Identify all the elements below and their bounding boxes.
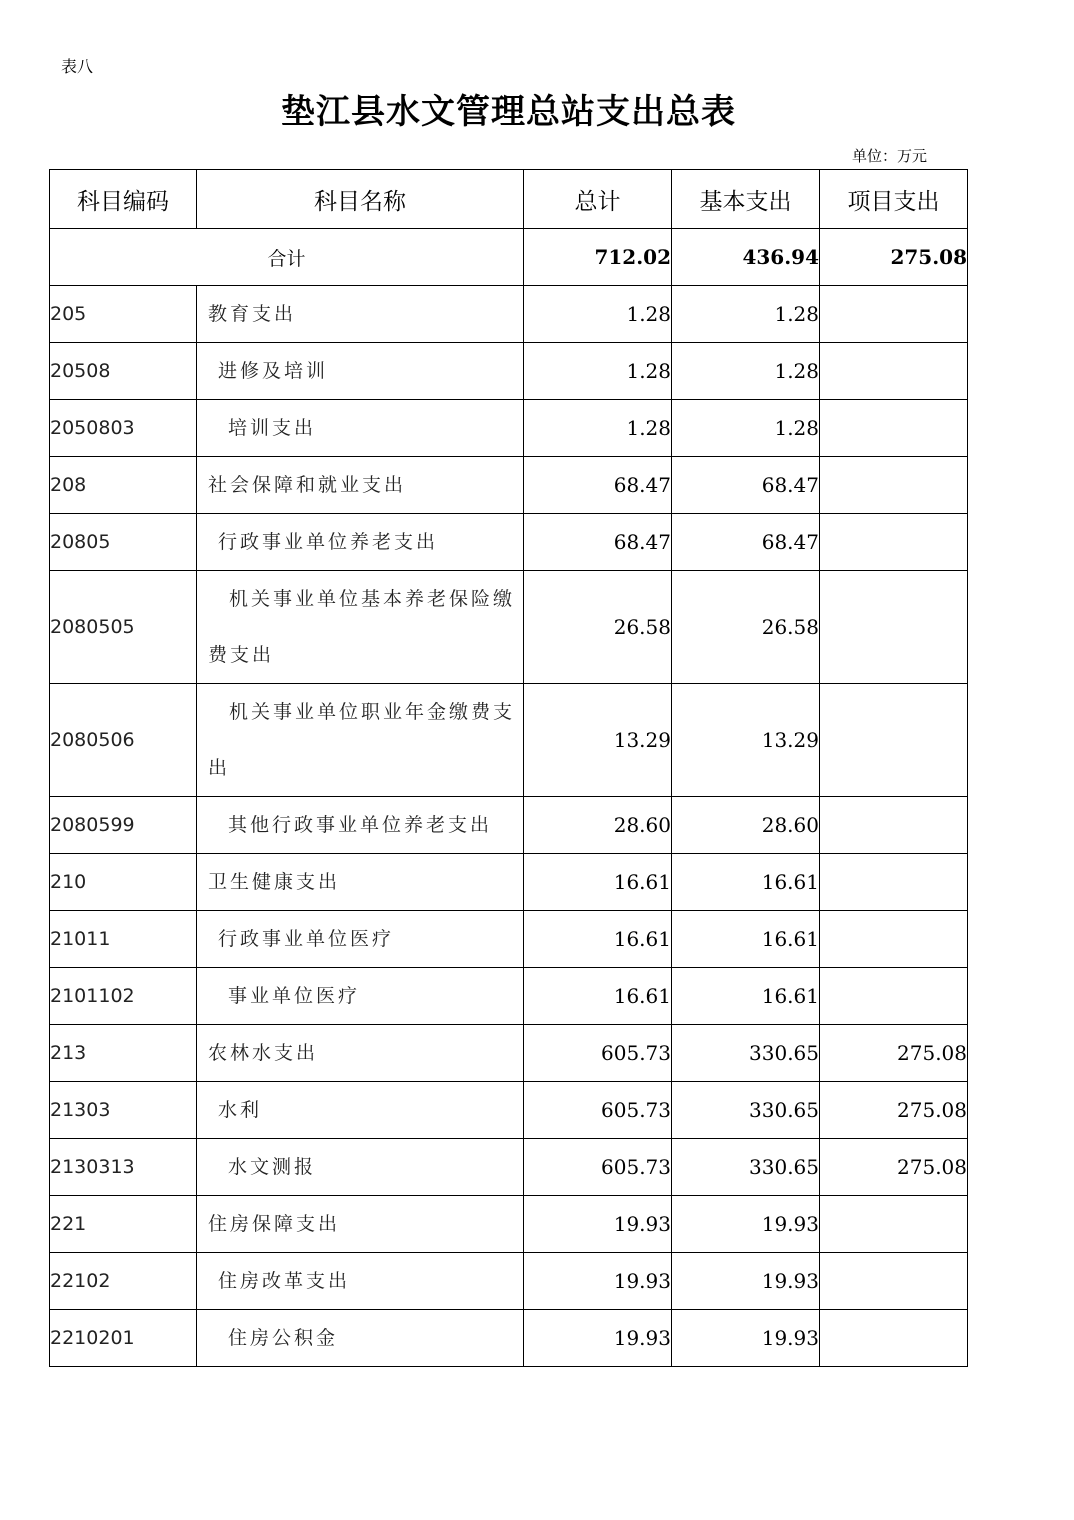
row-name: 培训支出 bbox=[197, 400, 524, 457]
row-project bbox=[820, 1196, 968, 1253]
row-basic: 1.28 bbox=[672, 343, 820, 400]
table-row bbox=[50, 1253, 968, 1310]
row-name: 事业单位医疗 bbox=[197, 968, 524, 1025]
page-title: 垫江县水文管理总站支出总表 bbox=[281, 92, 736, 132]
row-name: 水文测报 bbox=[197, 1139, 524, 1196]
row-code: 2080506 bbox=[50, 684, 197, 797]
table-row bbox=[50, 343, 968, 400]
total-basic: 436.94 bbox=[672, 229, 820, 286]
row-code: 2101102 bbox=[50, 968, 197, 1025]
row-project bbox=[820, 1310, 968, 1367]
row-basic: 68.47 bbox=[672, 514, 820, 571]
row-name: 社会保障和就业支出 bbox=[197, 457, 524, 514]
row-basic: 28.60 bbox=[672, 797, 820, 854]
row-name: 水利 bbox=[197, 1082, 524, 1139]
row-name: 行政事业单位医疗 bbox=[197, 911, 524, 968]
row-name: 住房公积金 bbox=[197, 1310, 524, 1367]
row-total: 605.73 bbox=[524, 1082, 672, 1139]
row-total: 1.28 bbox=[524, 400, 672, 457]
table-row bbox=[50, 1139, 968, 1196]
table-row bbox=[50, 1025, 968, 1082]
row-name: 农林水支出 bbox=[197, 1025, 524, 1082]
row-project bbox=[820, 400, 968, 457]
row-name: 进修及培训 bbox=[197, 343, 524, 400]
table-row bbox=[50, 968, 968, 1025]
row-basic: 16.61 bbox=[672, 968, 820, 1025]
row-basic: 19.93 bbox=[672, 1310, 820, 1367]
row-code: 20805 bbox=[50, 514, 197, 571]
table-row bbox=[50, 854, 968, 911]
header-project: 项目支出 bbox=[820, 170, 968, 229]
table-number: 表八 bbox=[61, 57, 94, 76]
table-row bbox=[50, 684, 968, 797]
row-name: 机关事业单位基本养老保险缴费支出 bbox=[197, 571, 524, 684]
row-project bbox=[820, 854, 968, 911]
row-code: 208 bbox=[50, 457, 197, 514]
row-basic: 330.65 bbox=[672, 1025, 820, 1082]
row-project bbox=[820, 1253, 968, 1310]
row-total: 19.93 bbox=[524, 1253, 672, 1310]
row-project bbox=[820, 286, 968, 343]
row-code: 2210201 bbox=[50, 1310, 197, 1367]
row-code: 2080599 bbox=[50, 797, 197, 854]
row-total: 16.61 bbox=[524, 968, 672, 1025]
row-basic: 19.93 bbox=[672, 1196, 820, 1253]
row-total: 26.58 bbox=[524, 571, 672, 684]
row-code: 213 bbox=[50, 1025, 197, 1082]
row-code: 205 bbox=[50, 286, 197, 343]
row-project: 275.08 bbox=[820, 1139, 968, 1196]
row-project: 275.08 bbox=[820, 1025, 968, 1082]
row-basic: 68.47 bbox=[672, 457, 820, 514]
row-basic: 26.58 bbox=[672, 571, 820, 684]
row-code: 2130313 bbox=[50, 1139, 197, 1196]
row-basic: 330.65 bbox=[672, 1139, 820, 1196]
row-total: 68.47 bbox=[524, 514, 672, 571]
row-code: 22102 bbox=[50, 1253, 197, 1310]
unit-label: 单位：万元 bbox=[852, 147, 928, 165]
total-label: 合计 bbox=[50, 229, 524, 286]
row-project bbox=[820, 797, 968, 854]
row-basic: 16.61 bbox=[672, 854, 820, 911]
row-code: 2050803 bbox=[50, 400, 197, 457]
total-sum: 712.02 bbox=[524, 229, 672, 286]
row-project bbox=[820, 911, 968, 968]
row-basic: 330.65 bbox=[672, 1082, 820, 1139]
row-name: 卫生健康支出 bbox=[197, 854, 524, 911]
header-row bbox=[50, 170, 968, 229]
row-code: 210 bbox=[50, 854, 197, 911]
row-total: 1.28 bbox=[524, 343, 672, 400]
table-row bbox=[50, 400, 968, 457]
row-total: 68.47 bbox=[524, 457, 672, 514]
header-basic: 基本支出 bbox=[672, 170, 820, 229]
expenditure-table bbox=[49, 169, 968, 1367]
row-total: 28.60 bbox=[524, 797, 672, 854]
row-code: 2080505 bbox=[50, 571, 197, 684]
row-project bbox=[820, 684, 968, 797]
table-row bbox=[50, 571, 968, 684]
row-code: 21303 bbox=[50, 1082, 197, 1139]
row-basic: 16.61 bbox=[672, 911, 820, 968]
table-row bbox=[50, 797, 968, 854]
row-total: 605.73 bbox=[524, 1139, 672, 1196]
row-basic: 1.28 bbox=[672, 286, 820, 343]
row-total: 1.28 bbox=[524, 286, 672, 343]
row-project bbox=[820, 514, 968, 571]
header-name: 科目名称 bbox=[197, 170, 524, 229]
row-name: 住房保障支出 bbox=[197, 1196, 524, 1253]
row-project bbox=[820, 968, 968, 1025]
table-row bbox=[50, 1310, 968, 1367]
table-row bbox=[50, 514, 968, 571]
row-total: 13.29 bbox=[524, 684, 672, 797]
row-code: 20508 bbox=[50, 343, 197, 400]
row-total: 16.61 bbox=[524, 911, 672, 968]
row-total: 19.93 bbox=[524, 1310, 672, 1367]
total-project: 275.08 bbox=[820, 229, 968, 286]
row-total: 16.61 bbox=[524, 854, 672, 911]
row-total: 19.93 bbox=[524, 1196, 672, 1253]
total-row bbox=[50, 229, 968, 286]
row-project: 275.08 bbox=[820, 1082, 968, 1139]
row-name: 教育支出 bbox=[197, 286, 524, 343]
table-row bbox=[50, 286, 968, 343]
row-code: 21011 bbox=[50, 911, 197, 968]
row-name: 其他行政事业单位养老支出 bbox=[197, 797, 524, 854]
table-row bbox=[50, 1082, 968, 1139]
row-name: 行政事业单位养老支出 bbox=[197, 514, 524, 571]
row-project bbox=[820, 457, 968, 514]
table-row bbox=[50, 911, 968, 968]
row-name: 住房改革支出 bbox=[197, 1253, 524, 1310]
row-project bbox=[820, 571, 968, 684]
row-total: 605.73 bbox=[524, 1025, 672, 1082]
table-row bbox=[50, 1196, 968, 1253]
table-row bbox=[50, 457, 968, 514]
header-code: 科目编码 bbox=[50, 170, 197, 229]
row-basic: 19.93 bbox=[672, 1253, 820, 1310]
row-project bbox=[820, 343, 968, 400]
row-basic: 1.28 bbox=[672, 400, 820, 457]
row-code: 221 bbox=[50, 1196, 197, 1253]
row-basic: 13.29 bbox=[672, 684, 820, 797]
row-name: 机关事业单位职业年金缴费支出 bbox=[197, 684, 524, 797]
header-total: 总计 bbox=[524, 170, 672, 229]
